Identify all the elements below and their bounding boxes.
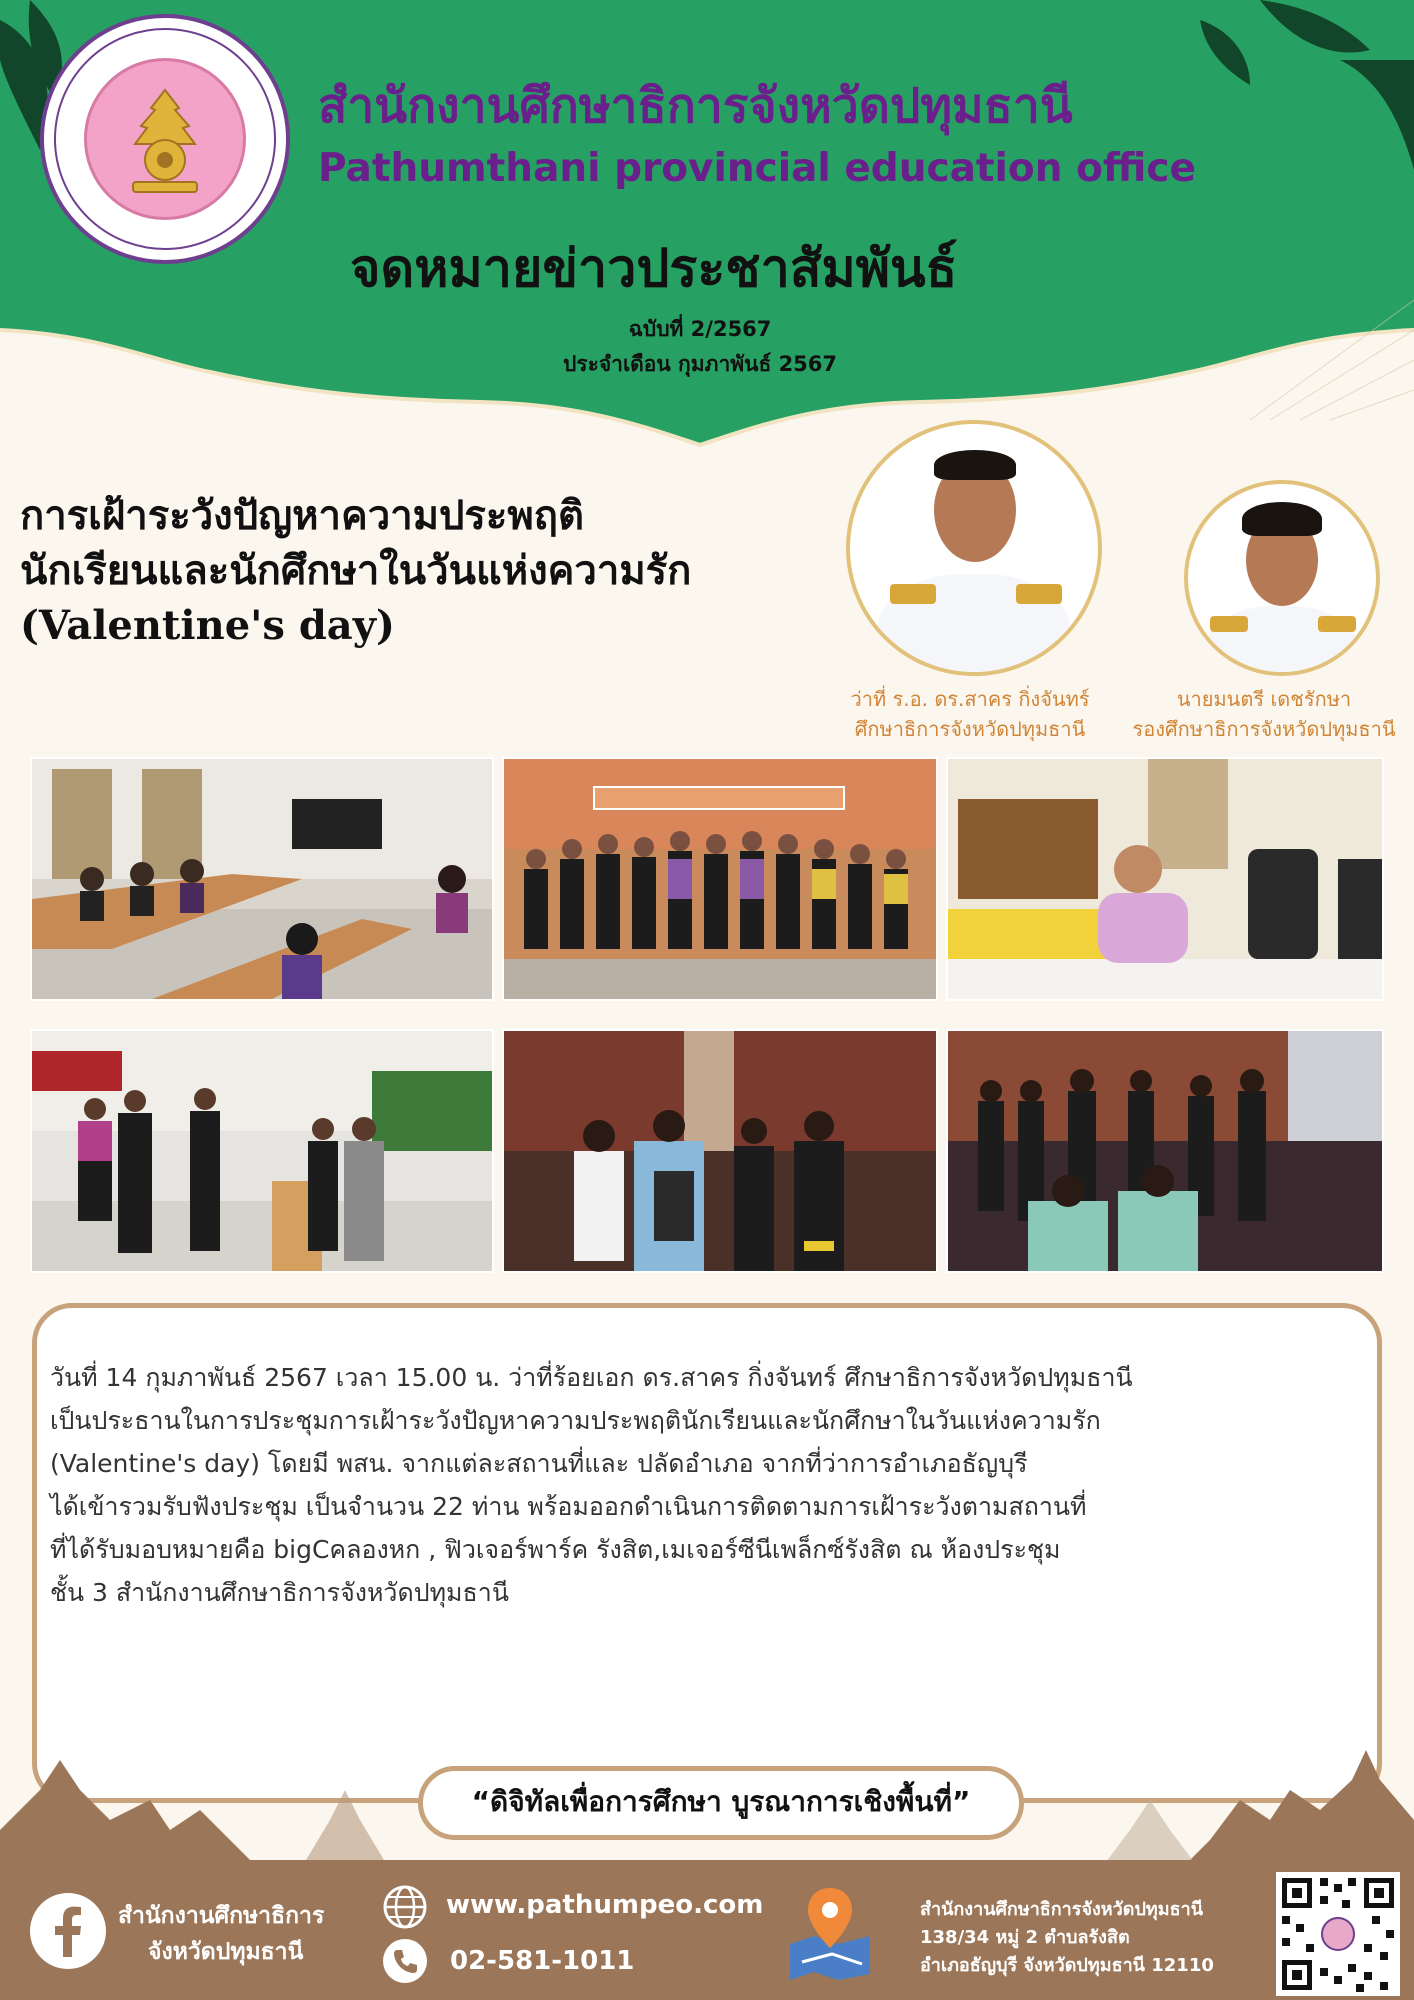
director-name: ว่าที่ ร.อ. ดร.สาคร กิ่งจันทร์ (850, 687, 1090, 711)
slogan-banner: “ดิจิทัลเพื่อการศึกษา บูรณาการเชิงพื้นที่” (418, 1766, 1024, 1840)
article-body (50, 1356, 1370, 1614)
globe-icon (382, 1884, 428, 1930)
address-line-3: อำเภอธัญบุรี จังหวัดปทุมธานี 12110 (920, 1955, 1214, 1976)
office-address (920, 1896, 1214, 1980)
website-link[interactable]: www.pathumpeo.com (446, 1890, 764, 1920)
body-line-1: วันที่ 14 กุมภาพันธ์ 2567 เวลา 15.00 น. ว่าที่ร้อยเอก ดร.สาคร กิ่งจันทร์ ศึกษาธิการจังหวัดปทุมธานี (50, 1363, 1133, 1392)
body-line-4: ได้เข้ารวมรับฟังประชุม เป็นจำนวน 22 ท่าน พร้อมออกดำเนินการติดตามการเฝ้าระวังตามสถานที่ (50, 1492, 1087, 1521)
body-line-6: ชั้น 3 สำนักงานศึกษาธิการจังหวัดปทุมธานี (50, 1578, 509, 1607)
body-line-2: เป็นประธานในการประชุมการเฝ้าระวังปัญหาความประพฤตินักเรียนและนักศึกษาในวันแห่งความรัก (50, 1406, 1101, 1435)
facebook-line-1: สำนักงานศึกษาธิการ (118, 1903, 325, 1929)
issue-month: ประจำเดือน กุมภาพันธ์ 2567 (562, 352, 838, 376)
deputy-position: รองศึกษาธิการจังหวัดปทุมธานี (1132, 717, 1396, 741)
issue-number: ฉบับที่ 2/2567 (628, 317, 772, 341)
headline-line-2: นักเรียนและนักศึกษาในวันแห่งความรัก (20, 547, 692, 594)
location-map-icon (782, 1884, 878, 1980)
office-seal (40, 14, 290, 264)
headline-line-3: (Valentine's day) (20, 602, 395, 649)
phone-icon (382, 1938, 428, 1984)
address-line-2: 138/34 หมู่ 2 ตำบลรังสิต (920, 1927, 1130, 1948)
director-position: ศึกษาธิการจังหวัดปทุมธานี (854, 717, 1086, 741)
phone-number[interactable]: 02-581-1011 (450, 1946, 635, 1976)
office-title-thai: สำนักงานศึกษาธิการจังหวัดปทุมธานี (318, 78, 1073, 134)
portrait-director (846, 420, 1102, 676)
deputy-name: นายมนตรี เดชรักษา (1176, 687, 1352, 711)
photo-mall-patrol-2 (502, 1029, 938, 1273)
photo-mall-patrol-1 (30, 1029, 494, 1273)
deputy-caption (1116, 684, 1412, 744)
director-caption (830, 684, 1110, 744)
facebook-icon[interactable] (30, 1893, 106, 1969)
article-headline (20, 488, 840, 653)
qr-code-icon[interactable] (1276, 1872, 1400, 1996)
portrait-deputy (1184, 480, 1380, 676)
photo-group-stairs (502, 757, 938, 1001)
facebook-page-name[interactable] (118, 1898, 324, 1970)
newsletter-title: จดหมายข่าวประชาสัมพันธ์ (350, 239, 958, 299)
photo-meeting-room (30, 757, 494, 1001)
seal-emblem-icon (119, 86, 211, 196)
office-title-english: Pathumthani provincial education office (318, 146, 1196, 191)
photo-chairman-speaking (946, 757, 1384, 1001)
body-line-5: ที่ได้รับมอบหมายคือ bigCคลองหก , ฟิวเจอร์พาร์ค รังสิต,เมเจอร์ซีนีเพล็กซ์รังสิต ณ ห้องประชุม (50, 1535, 1061, 1564)
body-line-3: (Valentine's day) โดยมี พสน. จากแต่ละสถานที่และ ปลัดอำเภอ จากที่ว่าการอำเภอธัญบุรี (50, 1449, 1028, 1478)
headline-line-1: การเฝ้าระวังปัญหาความประพฤติ (20, 492, 584, 539)
facebook-line-2: จังหวัดปทุมธานี (148, 1939, 304, 1965)
photo-mall-patrol-3 (946, 1029, 1384, 1273)
address-line-1: สำนักงานศึกษาธิการจังหวัดปทุมธานี (920, 1899, 1204, 1920)
